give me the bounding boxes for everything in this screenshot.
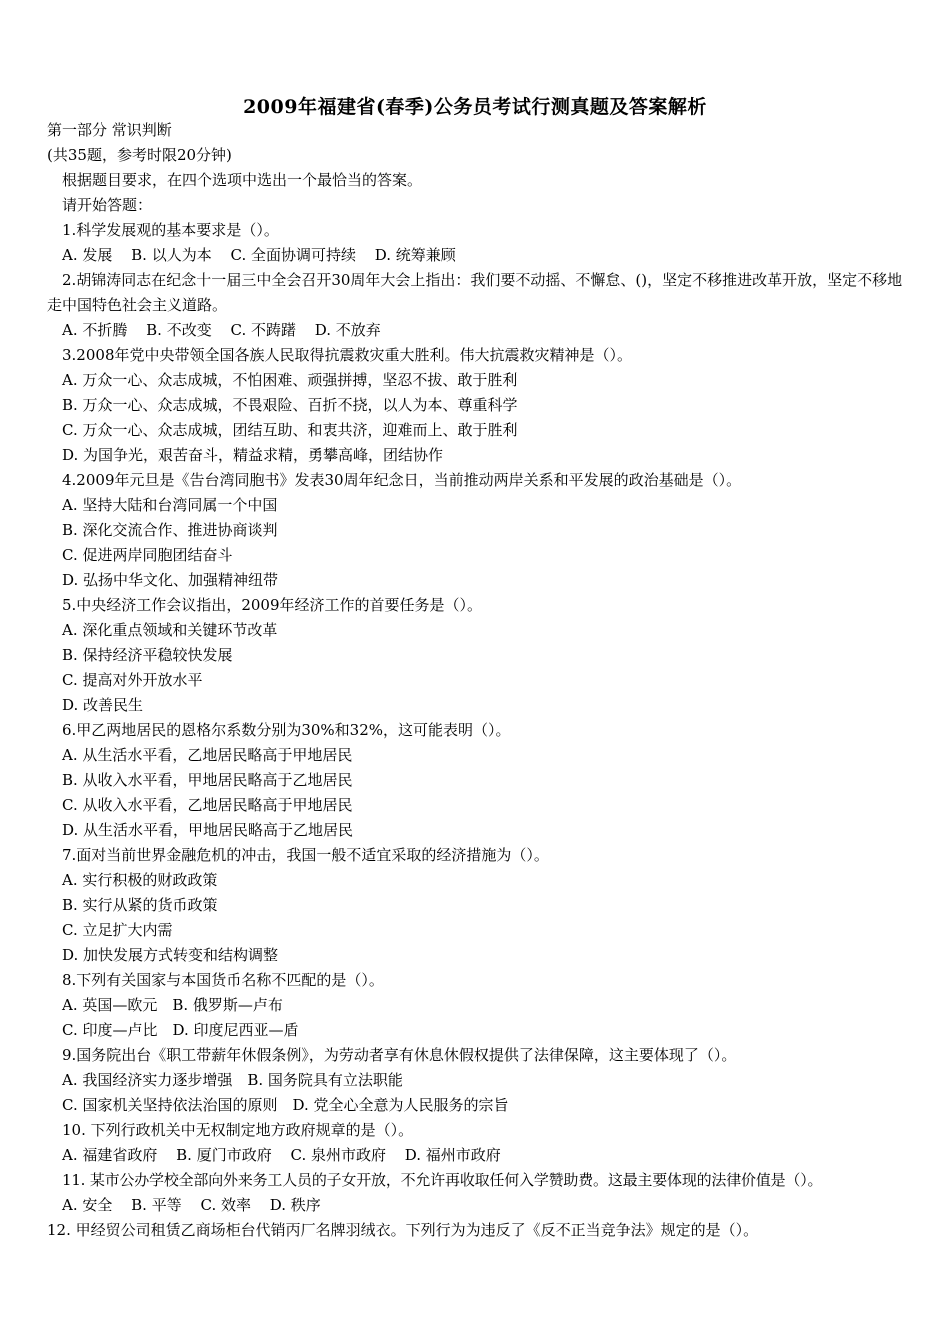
option-b: B. 以人为本 [131, 246, 212, 264]
question-10: 10. 下列行政机关中无权制定地方政府规章的是（）。 [62, 1121, 414, 1139]
question-2-options [47, 318, 907, 343]
option-row: A. 英国—欧元 B. 俄罗斯—卢布 [62, 996, 283, 1014]
question-7: 7.面对当前世界金融危机的冲击，我国一般不适宜采取的经济措施为（）。 [62, 846, 549, 864]
option-b: B. 平等 [131, 1196, 182, 1214]
option-a: A. 实行积极的财政政策 [62, 871, 218, 889]
option-a: A. 发展 [62, 246, 113, 264]
document-title: 2009年福建省(春季)公务员考试行测真题及答案解析 [243, 96, 707, 118]
option-b: B. 厦门市政府 [176, 1146, 272, 1164]
option-d: D. 秩序 [269, 1196, 321, 1214]
option-b: B. 保持经济平稳较快发展 [62, 646, 233, 664]
option-c: C. 效率 [200, 1196, 251, 1214]
document-body [47, 118, 907, 1243]
option-d: D. 改善民生 [62, 696, 144, 714]
option-b: B. 从收入水平看，甲地居民略高于乙地居民 [62, 771, 353, 789]
question-9: 9.国务院出台《职工带薪年休假条例》，为劳动者享有休息休假权提供了法律保障，这主要体现了（）。 [62, 1046, 737, 1064]
option-c: C. 立足扩大内需 [62, 921, 173, 939]
option-c: C. 提高对外开放水平 [62, 671, 203, 689]
option-c: C. 不踌躇 [230, 321, 296, 339]
option-a: A. 深化重点领域和关键环节改革 [62, 621, 278, 639]
option-c: C. 促进两岸同胞团结奋斗 [62, 546, 233, 564]
question-11-options [47, 1193, 907, 1218]
option-a: A. 福建省政府 [62, 1146, 158, 1164]
option-d: D. 弘扬中华文化、加强精神纽带 [62, 571, 279, 589]
option-d: D. 统筹兼顾 [374, 246, 456, 264]
option-row: C. 国家机关坚持依法治国的原则 D. 党全心全意为人民服务的宗旨 [62, 1096, 509, 1114]
section-meta: (共35题，参考时限20分钟) [47, 146, 232, 164]
question-1: 1.科学发展观的基本要求是（）。 [62, 221, 279, 239]
option-a: A. 坚持大陆和台湾同属一个中国 [62, 496, 278, 514]
question-3: 3.2008年党中央带领全国各族人民取得抗震救灾重大胜利。伟大抗震救灾精神是（）。 [62, 346, 632, 364]
instruction-text: 根据题目要求，在四个选项中选出一个最恰当的答案。 [62, 171, 423, 189]
question-8: 8.下列有关国家与本国货币名称不匹配的是（）。 [62, 971, 384, 989]
question-4: 4.2009年元旦是《告台湾同胞书》发表30周年纪念日，当前推动两岸关系和平发展的政治基础是（）。 [62, 471, 742, 489]
option-d: D. 不放弃 [314, 321, 381, 339]
option-b: B. 实行从紧的货币政策 [62, 896, 218, 914]
option-b: B. 深化交流合作、推进协商谈判 [62, 521, 278, 539]
option-d: D. 从生活水平看，甲地居民略高于乙地居民 [62, 821, 354, 839]
option-c: C. 全面协调可持续 [230, 246, 356, 264]
option-a: A. 万众一心、众志成城，不怕困难、顽强拼搏，坚忍不拔、敢于胜利 [62, 371, 518, 389]
question-1-options [47, 243, 907, 268]
option-d: D. 为国争光，艰苦奋斗，精益求精，勇攀高峰，团结协作 [62, 446, 444, 464]
option-c: C. 万众一心、众志成城，团结互助、和衷共济，迎难而上、敢于胜利 [62, 421, 518, 439]
question-5: 5.中央经济工作会议指出，2009年经济工作的首要任务是（）。 [62, 596, 482, 614]
question-12: 12. 甲经贸公司租赁乙商场柜台代销丙厂名牌羽绒衣。下列行为为违反了《反不正当竞争法》规定的是（）。 [47, 1221, 759, 1239]
question-2-text: 2.胡锦涛同志在纪念十一届三中全会召开30周年大会上指出：我们要不动摇、不懈怠、()，坚定不移推进改革开放，坚定不移地走中国特色社会主义道路。 [47, 271, 903, 314]
option-d: D. 加快发展方式转变和结构调整 [62, 946, 279, 964]
question-10-options [47, 1143, 907, 1168]
option-a: A. 不折腾 [62, 321, 128, 339]
option-d: D. 福州市政府 [404, 1146, 501, 1164]
question-2 [47, 268, 907, 318]
start-text: 请开始答题： [62, 196, 153, 214]
question-11: 11. 某市公办学校全部向外来务工人员的子女开放，不允许再收取任何入学赞助费。这最主要体现的法律价值是（）。 [62, 1171, 823, 1189]
part-heading: 第一部分 常识判断 [47, 121, 172, 139]
option-row: C. 印度—卢比 D. 印度尼西亚—盾 [62, 1021, 299, 1039]
option-row: A. 我国经济实力逐步增强 B. 国务院具有立法职能 [62, 1071, 403, 1089]
option-b: B. 万众一心、众志成城，不畏艰险、百折不挠，以人为本、尊重科学 [62, 396, 518, 414]
question-6: 6.甲乙两地居民的恩格尔系数分别为30%和32%，这可能表明（）。 [62, 721, 511, 739]
option-b: B. 不改变 [146, 321, 212, 339]
option-a: A. 从生活水平看，乙地居民略高于甲地居民 [62, 746, 353, 764]
option-c: C. 泉州市政府 [290, 1146, 386, 1164]
option-a: A. 安全 [62, 1196, 113, 1214]
option-c: C. 从收入水平看，乙地居民略高于甲地居民 [62, 796, 353, 814]
